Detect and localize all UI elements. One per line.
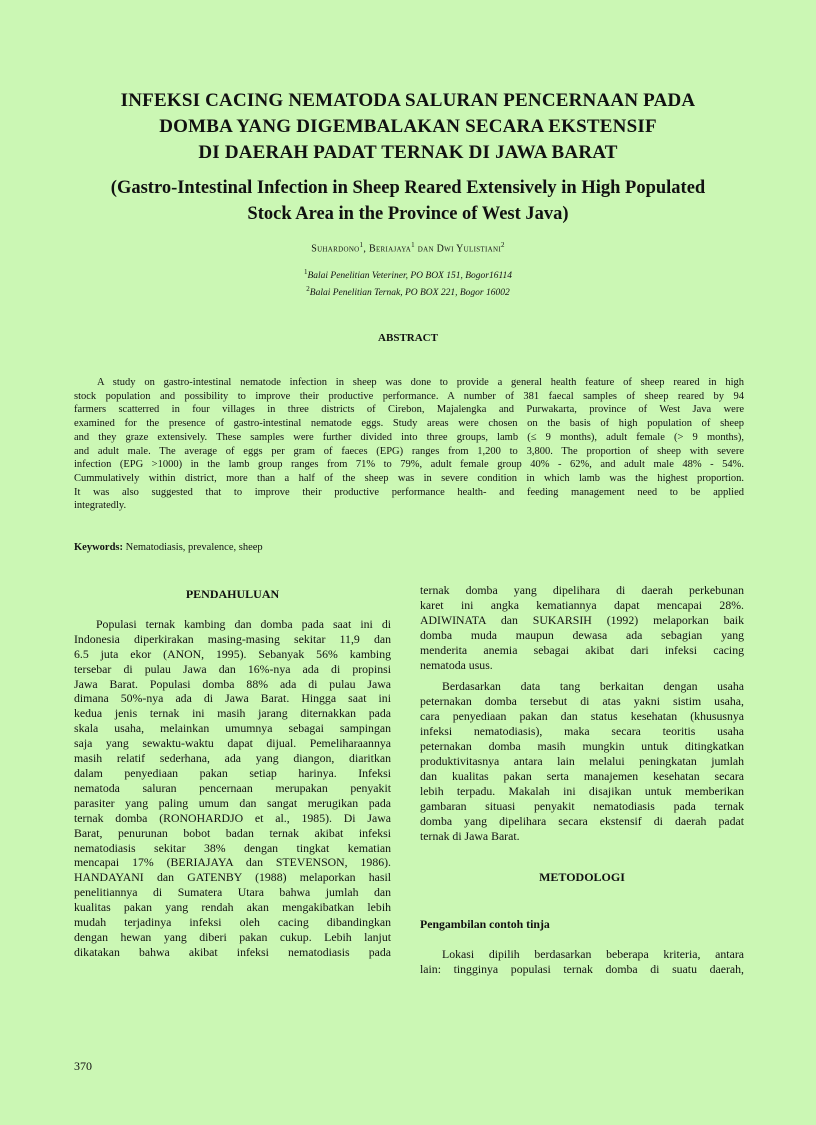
- subtitle-line: Stock Area in the Province of West Java): [247, 204, 569, 224]
- body-line: dimana 50%-nya ada di Jawa Barat. Hingga saat ini: [74, 691, 391, 706]
- abstract-line: It was also suggested that to improve their productive performance health- and feeding management need to be applied: [74, 486, 744, 498]
- paper-title: [80, 88, 736, 166]
- affiliations: [200, 266, 616, 299]
- keywords-label: Keywords:: [74, 542, 123, 553]
- body-line: dan kualitas pakan serta manajemen kesehatan secara: [420, 768, 744, 783]
- keywords: [74, 542, 263, 553]
- body-line: tersebar di pulau Jawa dan 16%-nya ada di propinsi: [74, 661, 391, 676]
- body-line: produktivitasnya antara lain melalui peningkatan jumlah: [420, 753, 744, 768]
- paper-subtitle: [70, 175, 746, 227]
- body-line: peternakan domba masih mungkin untuk ditingkatkan: [420, 739, 744, 754]
- body-line: kedua jenis ternak ini masih jarang diternakkan pada: [74, 706, 391, 721]
- author-affil-marker: 1: [359, 241, 364, 249]
- body-line: infeksi nematodiasis), maka secara teoritis usaha: [420, 724, 744, 739]
- body-line: menderita anemia sebagai akibat dari infeksi cacing: [420, 642, 744, 657]
- author-list: [200, 241, 616, 254]
- body-line: Jawa Barat. Populasi domba 88% ada di pulau Jawa: [74, 676, 391, 691]
- body-line: nematoda saluran pencernaan merupakan penyakit: [74, 780, 391, 795]
- body-line: ADIWINATA dan SUKARSIH (1992) melaporkan baik: [420, 612, 744, 627]
- body-line: parasiter yang paling umum dan sangat merugikan pada: [74, 795, 391, 810]
- author-affil-marker: 1: [411, 241, 415, 249]
- abstract-line: stock population and possibility to improve their productive performance. A number of 381 faecal samples of sheep reared by 94: [74, 390, 744, 402]
- subtitle-line: (Gastro-Intestinal Infection in Sheep Reared Extensively in High Populated: [110, 178, 706, 198]
- body-line: mudah terjadinya infeksi oleh cacing dibandingkan: [74, 915, 391, 930]
- body-line: dikatakan bahwa akibat infeksi nematodiasis pada: [74, 944, 391, 959]
- body-line: domba yang dipelihara secara ekstensif di daerah padat: [420, 813, 744, 828]
- body-paragraph: [74, 617, 391, 960]
- body-line: karet ini angka kematiannya dapat mencapai 28%.: [420, 597, 744, 612]
- abstract-heading: ABSTRACT: [378, 332, 438, 344]
- body-line: Berdasarkan data tang berkaitan dengan usaha: [442, 679, 744, 694]
- body-line: lain: tingginya populasi ternak domba di suatu daerah,: [420, 962, 744, 977]
- body-line: Indonesia diperkirakan masing-masing sekitar 11,9 dan: [74, 631, 391, 646]
- affiliation: [200, 283, 616, 300]
- body-line: dengan hewan yang diberi pakan cukup. Lebih lanjut: [74, 929, 391, 944]
- body-line: Populasi ternak kambing dan domba pada saat ini di: [96, 616, 391, 631]
- abstract-line: and adult male. The average of eggs per gram of faeces (EPG) ranges from 1,200 to 3,800. The proportion of sheep with severe: [74, 445, 744, 457]
- body-line: skala usaha, melainkan umumnya sebagai sampingan: [74, 721, 391, 736]
- author-affil-marker: 2: [500, 241, 505, 249]
- abstract-line: A study on gastro-intestinal nematode infection in sheep was done to provide a general health feature of sheep reared in high: [97, 377, 744, 388]
- body-line: ternak domba yang dipelihara di daerah perkebunan: [420, 583, 744, 597]
- body-line: nematoda usus.: [420, 657, 493, 672]
- title-line: DI DAERAH PADAT TERNAK DI JAWA BARAT: [198, 142, 618, 163]
- body-paragraph: [420, 947, 744, 977]
- affiliation-marker: 2: [306, 284, 310, 293]
- abstract-line: Cummulatively within district, more than a half of the sheep was in severe condition in which lamb was the highest proportion.: [74, 472, 744, 484]
- body-line: penelitiannya di Sumatera Utara bahwa jumlah dan: [74, 885, 391, 900]
- body-line: Lokasi dipilih berdasarkan beberapa kriteria, antara: [442, 947, 744, 962]
- abstract-line: examined for the presence of gastro-intestinal nematode eggs. Study areas were chosen on the basis of high population of sheep: [74, 418, 744, 430]
- affiliation: [200, 266, 616, 283]
- body-line: 6.5 juta ekor (ANON, 1995). Sebanyak 56% kambing: [74, 646, 391, 661]
- author-separator: dan: [414, 243, 437, 255]
- subsection-heading: Pengambilan contoh tinja: [420, 917, 550, 932]
- author-separator: ,: [363, 243, 369, 255]
- author-name: Dwi Yulistiani: [436, 243, 501, 255]
- body-line: kualitas pakan yang rendah akan mengakibatkan lebih: [74, 900, 391, 915]
- body-paragraph: [420, 583, 744, 672]
- page-number: 370: [74, 1059, 92, 1073]
- abstract-line: infection (EPG >1000) in the lamb group ranges from 71% to 79%, adult female group 40% - 62%, and adult male 48% - 54%.: [74, 459, 744, 471]
- abstract-body: [74, 376, 744, 513]
- section-heading-metodologi: METODOLOGI: [539, 870, 625, 885]
- author-name: Beriajaya: [368, 243, 412, 255]
- body-line: saja yang sewaktu-waktu dapat dijual. Pemeliharaannya: [74, 736, 391, 751]
- body-line: mencapai 17% (BERIAJAYA dan STEVENSON, 1986).: [74, 855, 391, 870]
- affiliation-marker: 1: [303, 268, 308, 276]
- keywords-text: Nematodiasis, prevalence, sheep: [123, 542, 263, 553]
- body-line: Barat, penurunan bobot badan ternak akibat infeksi: [74, 825, 391, 840]
- body-paragraph: [420, 679, 744, 843]
- body-line: ternak domba (RONOHARDJO et al., 1985). Di Jawa: [74, 810, 391, 825]
- abstract-line: farmers scatterred in four villages in three districts of Cirebon, Majalengka and Purwakarta, province of West Java were: [74, 404, 744, 416]
- section-heading-pendahuluan: PENDAHULUAN: [185, 587, 280, 601]
- title-line: DOMBA YANG DIGEMBALAKAN SECARA EKSTENSIF: [159, 116, 657, 137]
- body-line: HANDAYANI dan GATENBY (1988) melaporkan hasil: [74, 870, 391, 885]
- body-line: lebih terpadu. Makalah ini disajikan untuk memberikan: [420, 783, 744, 798]
- body-line: peternakan domba tersebut di atas yakni sistim usaha,: [420, 694, 744, 709]
- affiliation-text: Balai Penelitian Ternak, PO BOX 221, Bogor 16002: [309, 287, 510, 298]
- body-line: domba muda maupun dewasa ada sebagian yang: [420, 627, 744, 642]
- body-line: gambaran situasi penyakit nematodiasis pada ternak: [420, 798, 744, 813]
- body-line: nematodiasis sekitar 38% dengan tingkat kematian: [74, 840, 391, 855]
- body-line: cara penyediaan pakan dan status kesehatan (khususnya: [420, 709, 744, 724]
- left-column: [74, 587, 391, 960]
- author-name: Suhardono: [311, 243, 360, 255]
- affiliation-text: Balai Penelitian Veteriner, PO BOX 151, Bogor16114: [307, 271, 513, 282]
- body-line: masih relatif sederhana, ada yang diangon, diaritkan: [74, 751, 391, 766]
- title-line: INFEKSI CACING NEMATODA SALURAN PENCERNAAN PADA: [120, 90, 696, 111]
- body-line: dalam penyediaan pakan setiap harinya. Infeksi: [74, 765, 391, 780]
- abstract-line: integratedly.: [74, 500, 127, 512]
- abstract-line: and they graze extensively. These samples were further divided into three groups, lamb (≤ 9 months), adult female (> 9 months),: [74, 431, 744, 443]
- body-line: ternak di Jawa Barat.: [420, 828, 520, 843]
- right-column: [420, 583, 744, 977]
